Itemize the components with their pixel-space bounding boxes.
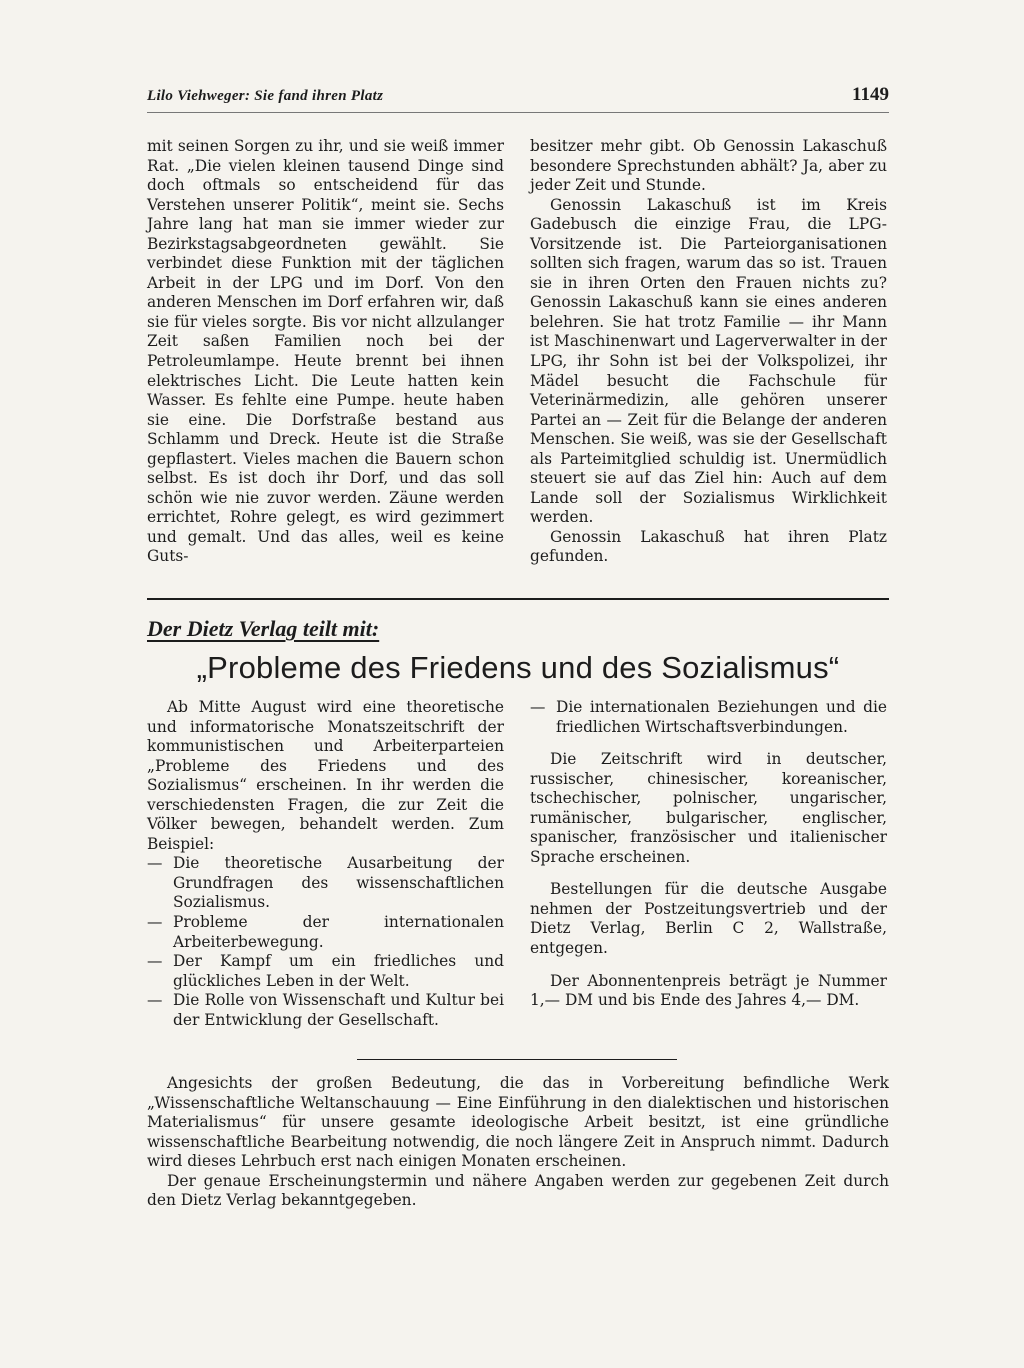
closing-paragraph: Angesichts der großen Bedeutung, die das in Vorbereitung befindliche Werk „Wissenschaftliche Weltanschauung — Eine Einführung in den dialektischen und historischen Materialismus“ für unsere gesamte ideologische Arbeit besitzt, ist eine gründliche wissenschaftliche Bearbeitung notwendig, die noch längere Zeit in Anspruch nimmt. Dadurch wird dieses Lehrbuch erst nach einigen Monaten erscheinen.	[147, 1074, 889, 1171]
list-dash: —	[147, 854, 163, 873]
notice-title: „Probleme des Friedens und des Sozialismus“	[196, 650, 840, 685]
closing-paragraph: Der genaue Erscheinungstermin und nähere Angaben werden zur gegebenen Zeit durch den Dietz Verlag bekanntgegeben.	[147, 1171, 889, 1210]
languages-paragraph: Die Zeitschrift wird in deutscher, russischer, chinesischer, koreanischer, tschechischer, polnischer, ungarischer, rumänischer, bulgarischer, englischer, spanischer, französischer und italienischer Sprache erscheinen.	[530, 750, 887, 866]
notice-intro: Ab Mitte August wird eine theoretische und informatorische Monatszeitschrift der kommunistischen und Arbeiterparteien „Probleme des Friedens und des Sozialismus“ erscheinen. In ihr werden die verschiedensten Fragen, die zur Zeit die Völker bewegen, behandelt werden. Zum Beispiel:	[147, 698, 504, 853]
section-divider	[147, 598, 889, 600]
list-dash: —	[147, 913, 163, 932]
list-dash: —	[530, 698, 546, 716]
closing-divider	[357, 1059, 677, 1060]
article-paragraph: Genossin Lakaschuß hat ihren Platz gefunden.	[530, 527, 887, 566]
orders-paragraph: Bestellungen für die deutsche Ausgabe nehmen der Postzeitungsvertrieb und der Dietz Verlag, Berlin C 2, Wallstraße, entgegen.	[530, 880, 887, 958]
page-number: 1149	[852, 84, 889, 105]
list-dash: —	[147, 952, 163, 971]
list-item-text: Die Rolle von Wissenschaft und Kultur bei der Entwicklung der Gesellschaft.	[173, 991, 504, 1029]
article-paragraph: Genossin Lakaschuß ist im Kreis Gadebusch die einzige Frau, die LPG-Vorsitzende ist. Die Parteiorganisationen sollten sich fragen, warum das so ist. Trauen sie in ihren Orten den Frauen nichts zu? Genossin Lakaschuß kann sie eines anderen belehren. Sie hat trotz Familie — ihr Mann ist Maschinenwart und Lagerverwalter in der LPG, ihr Sohn ist bei der Volkspolizei, ihr Mädel besucht die Fachschule für Veterinärmedizin, alle gehören unserer Partei an — Zeit für die Belange der anderen Menschen. Sie weiß, was sie der Gesellschaft als Parteimitglied schuldig ist. Unermüdlich steuert sie auf das Ziel hin: Auch auf dem Lande soll der Sozialismus Wirklichkeit werden.	[530, 195, 887, 527]
list-item-text: Die internationalen Beziehungen und die friedlichen Wirtschaftsverbindungen.	[556, 698, 887, 736]
article-paragraph: mit seinen Sorgen zu ihr, und sie weiß immer Rat. „Die vielen kleinen tausend Dinge sind doch oftmals so entscheidend für das Verstehen unserer Politik“, meint sie. Sechs Jahre lang hat man sie immer wieder zur Bezirkstagsabgeordneten gewählt. Sie verbindet diese Funktion mit der täglichen Arbeit in der LPG und im Dorf. Von den anderen Menschen im Dorf erfahren wir, daß sie für vieles sorgte. Bis vor nicht allzulanger Zeit saßen Familien noch bei der Petroleumlampe. Heute brennt bei ihnen elektrisches Licht. Die Leute hatten kein Wasser. Es fehlte eine Pumpe. heute haben sie eine. Die Dorfstraße bestand aus Schlamm und Dreck. Heute ist die Straße gepflastert. Vieles machen die Bauern schon selbst. Es ist doch ihr Dorf, und das soll schön wie nie zuvor werden. Zäune werden errichtet, Rohre gelegt, es wird gezimmert und gemalt. Und das alles, weil es keine Guts-	[147, 137, 504, 566]
notice-label: Der Dietz Verlag teilt mit:	[147, 616, 380, 641]
page-header	[147, 86, 889, 113]
price-paragraph: Der Abonnentenpreis beträgt je Nummer 1,— DM und bis Ende des Jahres 4,— DM.	[530, 971, 887, 1010]
article-column-left	[147, 137, 504, 567]
closing-notice	[147, 1074, 889, 1211]
list-item-text: Probleme der internationalen Arbeiterbewegung.	[173, 913, 504, 951]
article-column-right	[530, 137, 887, 567]
topic-list	[147, 854, 504, 1030]
list-item-text: Die theoretische Ausarbeitung der Grundfragen des wissenschaftlichen Sozialismus.	[173, 854, 504, 912]
list-item	[530, 698, 887, 737]
list-item	[147, 913, 504, 952]
notice-column-left	[147, 698, 504, 1030]
topic-list-continued	[530, 698, 887, 737]
list-item	[147, 952, 504, 991]
list-item-text: Der Kampf um ein friedliches und glückliches Leben in der Welt.	[173, 952, 504, 990]
list-item	[147, 854, 504, 913]
list-item	[147, 991, 504, 1030]
notice-column-right	[530, 698, 887, 1011]
article-paragraph: besitzer mehr gibt. Ob Genossin Lakaschuß besondere Sprechstunden abhält? Ja, aber zu jeder Zeit und Stunde.	[530, 137, 887, 195]
running-head: Lilo Viehweger: Sie fand ihren Platz	[147, 88, 384, 104]
list-dash: —	[147, 991, 163, 1010]
